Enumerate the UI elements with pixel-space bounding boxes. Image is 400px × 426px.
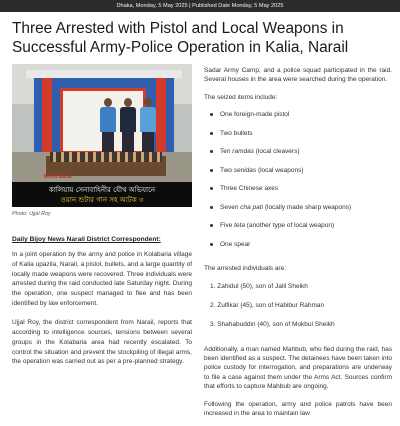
- body-paragraph: Following the operation, army and police patrols have been increased in the area to maintain law: [204, 400, 392, 418]
- correspondent-byline: Daily Bijoy News Narail District Correspondent:: [12, 236, 161, 243]
- arrested-heading: The arrested individuals are:: [204, 265, 287, 273]
- photo-seized-weapons: [50, 152, 162, 162]
- photo-caption-line1: কালিয়ায় সেনাবাহিনীর যৌথ অভিযানে: [48, 185, 156, 194]
- list-item: Seven cha pati (locally made sharp weapons): [204, 203, 392, 222]
- seized-items-list: [204, 110, 392, 258]
- list-item: Ten ramdas (local cleavers): [204, 147, 392, 166]
- dateline-bar: [0, 0, 400, 12]
- list-item: Five teta (another type of local weapon): [204, 221, 392, 240]
- list-item: One foreign-made pistol: [204, 110, 392, 129]
- arrested-list: [204, 282, 392, 339]
- seized-items-heading: The seized items include:: [204, 93, 278, 101]
- article-headline: Three Arrested with Pistol and Local Weapons in Successful Army-Police Operation in Kalia, Narail: [12, 20, 349, 56]
- photo-credit: Photo: Ujjal Roy: [12, 211, 51, 217]
- photo-caption-line2: ওয়ান শুটার গান সহ আটক ৩: [60, 195, 144, 204]
- photo-person: [140, 98, 156, 156]
- right-column: [204, 66, 392, 426]
- photo-pillar-left: [42, 78, 52, 158]
- photo-person: [100, 98, 116, 156]
- photo-seal-text: Mohit Bazar: [43, 174, 73, 180]
- list-item: 3. Shahabuddin (40), son of Mokbul Sheikh: [210, 320, 335, 328]
- article-photo[interactable]: [12, 64, 192, 207]
- photo-caption-strip: [12, 182, 192, 207]
- body-paragraph: Sadar Army Camp, and a police squad participated in the raid. Several houses in the area were searched during the operation.: [204, 67, 392, 84]
- body-paragraph: In a joint operation by the army and police in Kolabaria village of Kalia upazila, Narail, a pistol, bullets, and a large quantity of locally made weapons were recovered. Three individuals were arrested during the raid conducted late Saturday night. During the operation, one suspect managed to flee and has been identified by law enforcement.: [12, 251, 192, 307]
- photo-building-roof: [26, 70, 182, 78]
- list-item: Three Chinese axes: [204, 184, 392, 203]
- left-column: [12, 250, 192, 377]
- list-item: Two bullets: [204, 129, 392, 148]
- list-item: 1. Zahidul (50), son of Jalil Sheikh: [210, 282, 308, 290]
- photo-person: [120, 98, 136, 156]
- list-item: Two senidas (local weapons): [204, 166, 392, 185]
- list-item: 2. Zulfikar (45), son of Habibur Rahman: [210, 301, 325, 309]
- photo-pillar-right: [156, 78, 166, 158]
- list-item: One spear: [204, 240, 392, 259]
- body-paragraph: Ujjal Roy, the district correspondent from Narail, reports that according to intelligence sources, tensions between several groups in the Kolabaria area had recently escalated. To control the situation and prevent the stockpiling of illegal arms, the operation was carried out as per a pre-planned strategy.: [12, 319, 192, 366]
- body-paragraph: Additionally, a man named Mahbub, who fled during the raid, has been identified as a suspect. The detainees have been taken into police custody for interrogation, and preparations are underway to file a case against them under the Arms Act. Sources confirm that efforts to capture Mahbub are ongoing.: [204, 345, 392, 391]
- dateline-text: Dhaka, Monday, 5 May 2025 | Published Date Monday, 5 May 2025: [116, 3, 284, 9]
